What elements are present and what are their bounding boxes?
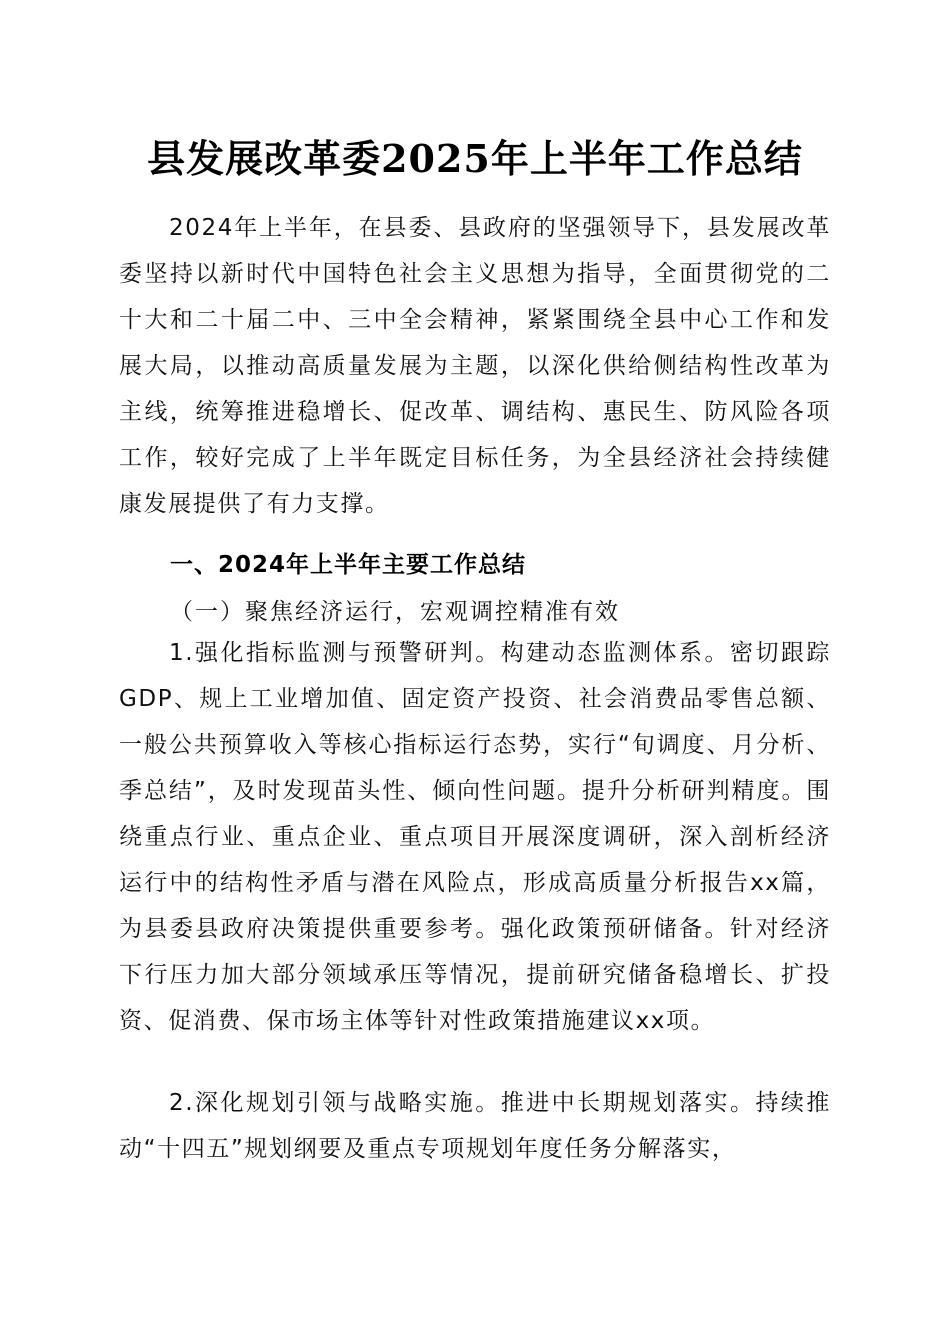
section-heading: 一、2024年上半年主要工作总结 bbox=[170, 552, 527, 578]
paragraph-indicator-monitoring: 1.强化指标监测与预警研判。构建动态监测体系。密切跟踪GDP、规上工业增加值、固定资产投资、社会消费品零售总额、一般公共预算收入等核心指标运行态势，实行“旬调度、月分析、季总结”，及时发现苗头性、倾向性问题。提升分析研判精度。围绕重点行业、重点企业、重点项目开展深度调研，深入剖析经济运行中的结构性矛盾与潜在风险点，形成高质量分析报告xx篇，为县委县政府决策提供重要参考。强化政策预研储备。针对经济下行压力加大部分领域承压等情况，提前研究储备稳增长、扩投资、促消费、保市场主体等针对性政策措施建议xx项。 bbox=[119, 640, 831, 1034]
paragraph-planning-guidance: 2.深化规划引领与战略实施。推进中长期规划落实。持续推动“十四五”规划纲要及重点专项规划年度任务分解落实， bbox=[119, 1090, 831, 1162]
document-title: 县发展改革委2025年上半年工作总结 bbox=[147, 136, 803, 181]
subsection-heading: （一）聚焦经济运行，宏观调控精准有效 bbox=[170, 599, 620, 625]
intro-paragraph: 2024年上半年，在县委、县政府的坚强领导下，县发展改革委坚持以新时代中国特色社会主义思想为指导，全面贯彻党的二十大和二十届二中、三中全会精神，紧紧围绕全县中心工作和发展大局，以推动高质量发展为主题，以深化供给侧结构性改革为主线，统筹推进稳增长、促改革、调结构、惠民生、防风险各项工作，较好完成了上半年既定目标任务，为全县经济社会持续健康发展提供了有力支撑。 bbox=[119, 215, 831, 517]
